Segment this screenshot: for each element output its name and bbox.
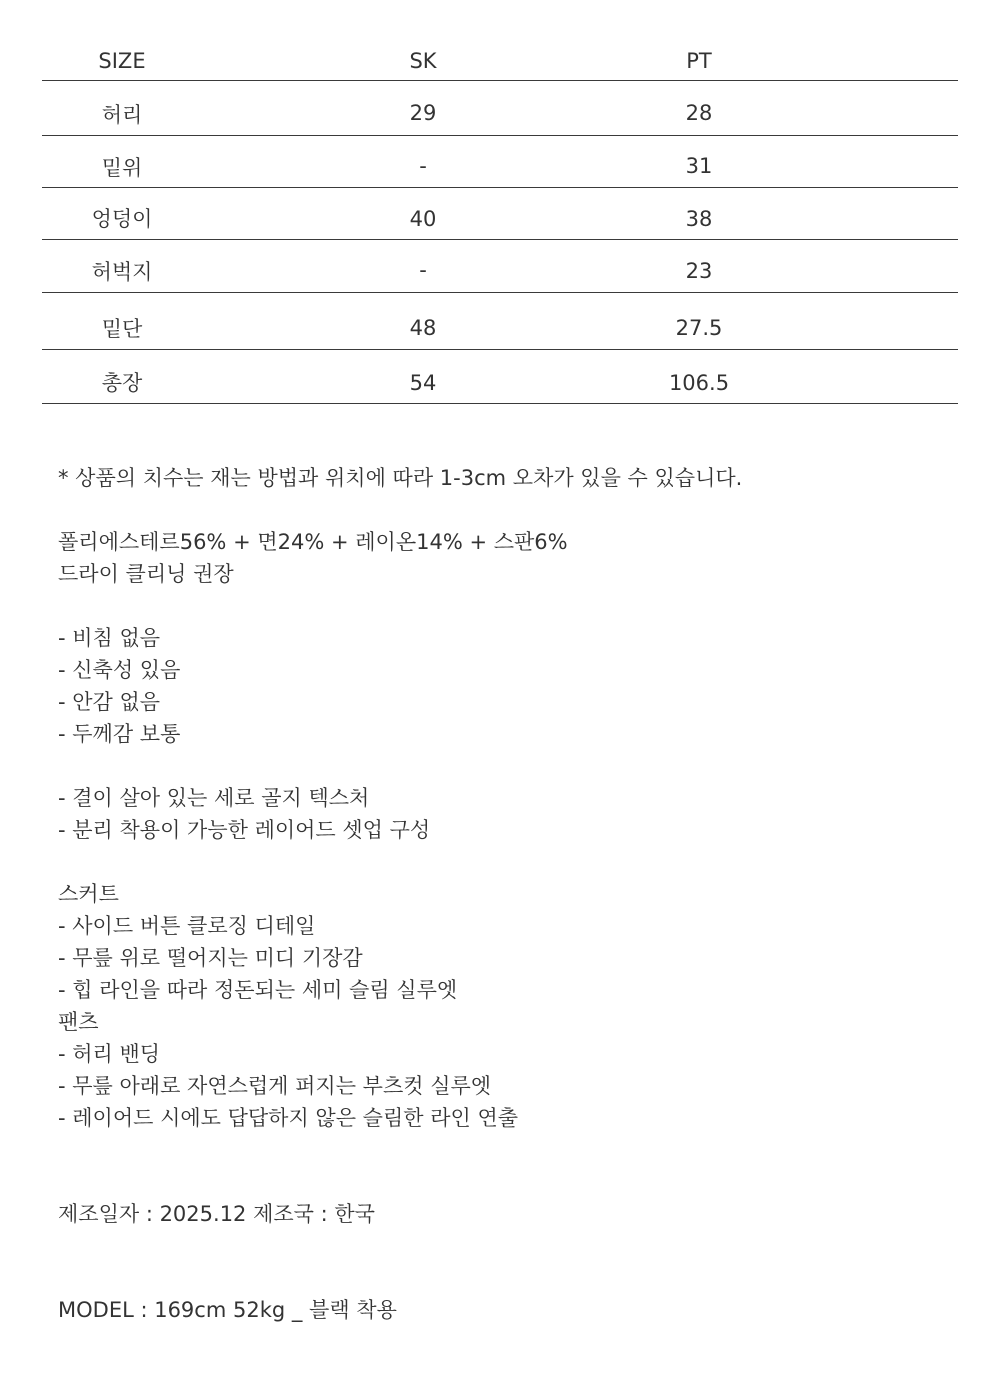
- product-notes: [58, 462, 958, 1326]
- table-row: [42, 350, 958, 404]
- feature-item: - 신축성 있음: [58, 658, 181, 682]
- row-label: 총장: [101, 371, 143, 395]
- row-label: 밑단: [101, 317, 143, 341]
- row-pt-value: 27.5: [675, 316, 723, 340]
- manufacture-info: 제조일자 : 2025.12 제조국 : 한국: [58, 1202, 375, 1226]
- texture-item: - 결이 살아 있는 세로 골지 텍스처: [58, 786, 370, 810]
- pants-item: - 무릎 아래로 자연스럽게 퍼지는 부츠컷 실루엣: [58, 1074, 492, 1098]
- row-label: 허리: [101, 103, 143, 127]
- header-sk: SK: [409, 49, 437, 73]
- table-row: [42, 293, 958, 350]
- row-pt-value: 31: [685, 154, 713, 178]
- table-row: [42, 136, 958, 188]
- skirt-item: - 무릎 위로 떨어지는 미디 기장감: [58, 946, 363, 970]
- row-sk-value: -: [419, 258, 427, 282]
- spacer: [58, 750, 958, 782]
- row-sk-value: -: [419, 154, 427, 178]
- table-row: [42, 188, 958, 240]
- row-label: 밑위: [101, 156, 143, 180]
- table-header-row: [42, 40, 958, 81]
- spacer: [58, 590, 958, 622]
- row-pt-value: 28: [685, 101, 713, 125]
- care-instruction: 드라이 클리닝 권장: [58, 562, 234, 586]
- model-info: MODEL : 169cm 52kg _ 블랙 착용: [58, 1298, 397, 1322]
- row-label: 엉덩이: [91, 207, 153, 231]
- row-pt-value: 106.5: [668, 371, 730, 395]
- spacer: [58, 1134, 958, 1166]
- spacer: [58, 1230, 958, 1262]
- row-pt-value: 38: [685, 207, 713, 231]
- row-sk-value: 54: [409, 371, 437, 395]
- texture-item: - 분리 착용이 가능한 레이어드 셋업 구성: [58, 818, 431, 842]
- skirt-item: - 사이드 버튼 클로징 디테일: [58, 914, 316, 938]
- pants-title: 팬츠: [58, 1010, 99, 1034]
- fabric-composition: 폴리에스테르56% + 면24% + 레이온14% + 스판6%: [58, 530, 568, 554]
- pants-item: - 레이어드 시에도 답답하지 않은 슬림한 라인 연출: [58, 1106, 519, 1130]
- size-table: [42, 40, 958, 404]
- row-sk-value: 48: [409, 316, 437, 340]
- spacer: [58, 846, 958, 878]
- row-label: 허벅지: [91, 260, 153, 284]
- table-row: [42, 81, 958, 136]
- header-size: SIZE: [98, 49, 146, 73]
- feature-item: - 두께감 보통: [58, 722, 181, 746]
- skirt-item: - 힙 라인을 따라 정돈되는 세미 슬림 실루엣: [58, 978, 458, 1002]
- row-pt-value: 23: [685, 259, 713, 283]
- row-sk-value: 40: [409, 207, 437, 231]
- spacer: [58, 494, 958, 526]
- pants-item: - 허리 밴딩: [58, 1042, 161, 1066]
- header-pt: PT: [686, 49, 712, 73]
- feature-item: - 비침 없음: [58, 626, 161, 650]
- spacer: [58, 1166, 958, 1198]
- table-row: [42, 240, 958, 293]
- measurement-disclaimer: * 상품의 치수는 재는 방법과 위치에 따라 1-3cm 오차가 있을 수 있습니다.: [58, 466, 743, 490]
- spacer: [58, 1262, 958, 1294]
- skirt-title: 스커트: [58, 882, 119, 906]
- row-sk-value: 29: [409, 101, 437, 125]
- feature-item: - 안감 없음: [58, 690, 161, 714]
